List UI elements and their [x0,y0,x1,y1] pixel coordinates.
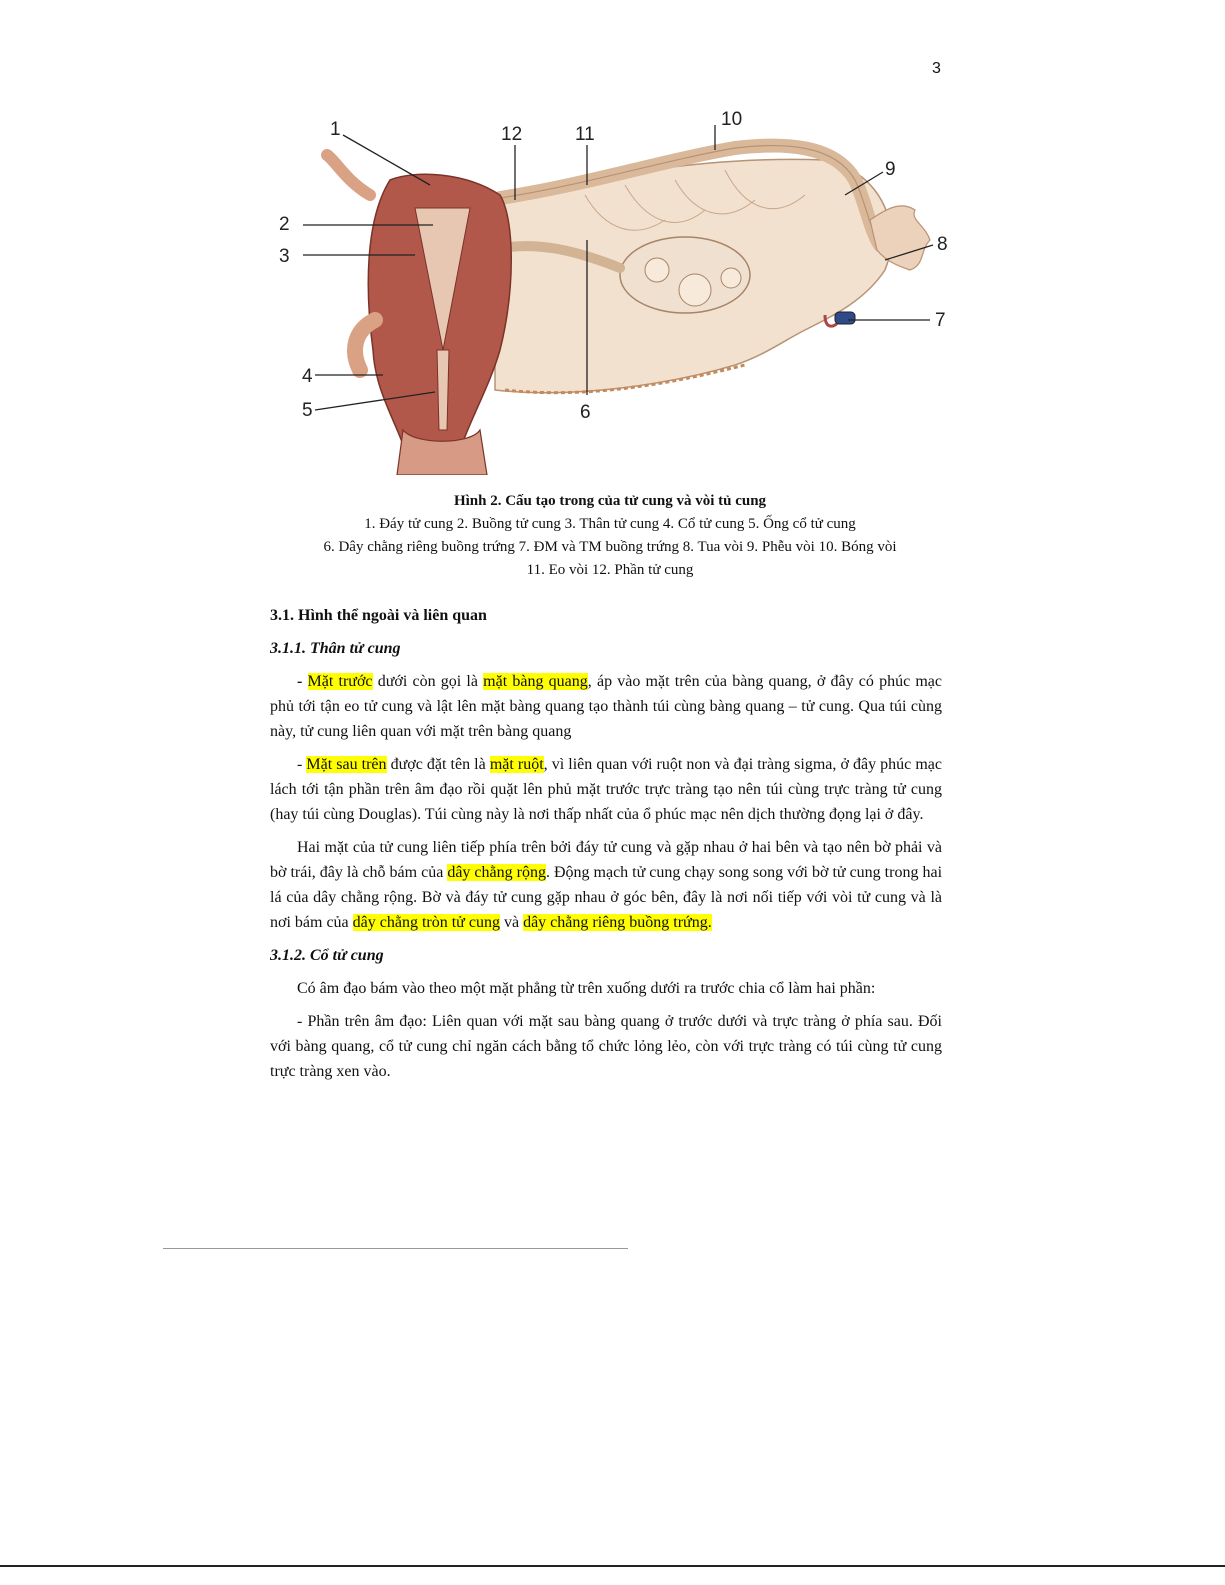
caption-title: Hình 2. Cấu tạo trong của tử cung và vòi tủ cung [453,493,767,509]
label-2: 2 [279,214,290,235]
text: , vì liên quan với ruột non và đại tràng sigma, ở đây phúc mạc lách tới tận phần trên âm đạo rồi quặt lên phủ mặt trước trực tràng tạo nên túi cùng trực tràng tử cung (hay túi cùng Douglas). Túi cùng này là nơi thấp nhất của ổ phúc mạc nên dịch thường đọng lại ở đây. [270,756,943,823]
text: dưới còn gọi là [372,673,484,690]
label-8: 8 [937,234,948,255]
subsection-heading: 3.1.2. Cổ tử cung [270,947,384,964]
highlight: dây chằng riêng buồng trứng. [523,914,712,931]
paragraph: Có âm đạo bám vào theo một mặt phẳng từ trên xuống dưới ra trước chia cổ làm hai phần: [297,980,876,997]
round-ligament [327,155,370,195]
caption-line: 6. Dây chằng riêng buồng trứng 7. ĐM và TM buồng trứng 8. Tua vòi 9. Phễu vòi 10. Bóng vòi [323,539,897,555]
paragraph [270,835,942,935]
label-7: 7 [935,310,946,331]
uterus-diagram [265,100,965,475]
subsection-heading: 3.1.1. Thân tử cung [270,640,401,657]
page-bottom-rule [0,1565,1225,1567]
ovary-follicle [679,274,711,306]
text: . Động mạch tử cung chạy song song với bờ tử cung trong hai lá của dây chằng rộng. Bờ và đáy tử cung gặp nhau ở góc bên, đây là nơi nối tiếp với vòi tử cung và là nơi bám của [270,864,943,931]
bullet-dash: - [297,756,307,773]
highlight: Mặt trước [307,673,373,690]
highlight: Mặt sau trên [306,756,387,773]
caption-line: 1. Đáy tử cung 2. Buồng tử cung 3. Thân tử cung 4. Cổ tử cung 5. Ống cổ tử cung [364,516,856,532]
highlight: mặt bàng quang [483,673,588,690]
ovarian-vessels-cut [835,312,855,324]
anatomy-figure [265,100,965,475]
label-11: 11 [575,124,595,145]
paragraph [270,752,942,827]
document-body [270,603,942,1092]
label-9: 9 [885,159,896,180]
footnote-separator [163,1248,628,1249]
text: , áp vào mặt trên của bàng quang, ở đây có phúc mạc phủ tới tận eo tử cung và lật lên mặt bàng quang tạo thành túi cùng bàng quang – tử cung. Qua túi cùng này, tử cung liên quan với mặt trên bàng quang [270,673,943,740]
label-1: 1 [330,119,341,140]
label-3: 3 [279,246,290,267]
label-12: 12 [501,124,523,145]
label-6: 6 [580,402,591,423]
ovary-follicle [645,258,669,282]
ovary-follicle [721,268,741,288]
label-10: 10 [721,109,743,130]
text: và [499,914,524,931]
label-4: 4 [302,366,313,387]
paragraph: - Phần trên âm đạo: Liên quan với mặt sau bàng quang ở trước dưới và trực tràng ở phía sau. Đối với bàng quang, cổ tử cung chỉ ngăn cách bằng tổ chức lỏng lẻo, còn với trực tràng có túi cùng tử cung trực tràng xen vào. [270,1013,942,1080]
highlight: dây chằng tròn tử cung [352,914,500,931]
bullet-dash: - [297,673,308,690]
highlight: dây chằng rộng [447,864,546,881]
cervical-canal [437,350,449,430]
figure-caption [260,490,960,582]
highlight: mặt ruột [489,756,544,773]
text: Hai mặt của tử cung liên tiếp phía trên bởi đáy tử cung và gặp nhau ở hai bên và tạo nên bờ phải và bờ trái, đây là chỗ bám của [270,839,942,881]
caption-line: 11. Eo vòi 12. Phần tử cung [526,562,694,578]
page-number: 3 [932,60,941,77]
section-heading: 3.1. Hình thể ngoài và liên quan [270,607,487,624]
text: được đặt tên là [386,756,490,773]
label-5: 5 [302,400,313,421]
paragraph [270,669,942,744]
